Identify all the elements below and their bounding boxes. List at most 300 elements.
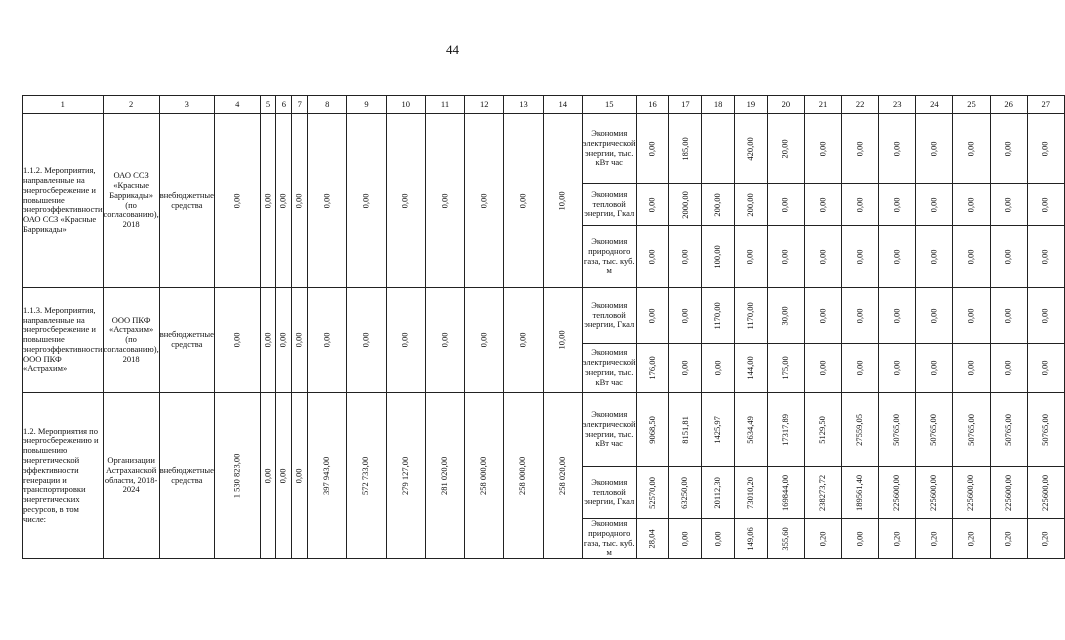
funding-source: внебюджетные средства bbox=[159, 288, 214, 393]
indicator-value-cell bbox=[804, 467, 841, 519]
indicator-value-cell bbox=[916, 467, 953, 519]
indicator-value-cell bbox=[636, 344, 669, 393]
indicator-value-cell bbox=[953, 226, 990, 288]
column-number: 3 bbox=[159, 96, 214, 114]
indicator-value-cell bbox=[702, 393, 735, 467]
indicator-value-cell bbox=[669, 226, 702, 288]
executor: ООО ПКФ «Астрахим» (по согласованию), 2018 bbox=[103, 288, 159, 393]
indicator-value: 0,00 bbox=[712, 360, 723, 376]
data-table bbox=[22, 95, 1065, 559]
indicator-name: Экономия природного газа, тыс. куб. м bbox=[583, 518, 635, 558]
finance-value: 10,00 bbox=[556, 330, 567, 350]
indicator-value: 0,00 bbox=[1039, 141, 1050, 156]
table-row bbox=[23, 288, 1065, 344]
indicator-value: 8151,81 bbox=[679, 415, 690, 444]
indicator-value: 0,00 bbox=[854, 531, 865, 546]
indicator-value: 0,00 bbox=[1039, 197, 1050, 212]
finance-value: 258 000,00 bbox=[517, 456, 528, 495]
indicator-value-cell bbox=[669, 184, 702, 226]
finance-cell bbox=[425, 393, 464, 559]
indicator-value-cell bbox=[636, 288, 669, 344]
indicator-name: Экономия тепловой энергии, Гкал bbox=[582, 184, 636, 226]
indicator-value: 185,00 bbox=[679, 136, 690, 161]
indicator-value: 0,00 bbox=[854, 308, 865, 323]
indicator-value-cell bbox=[842, 393, 879, 467]
finance-value: 0,00 bbox=[478, 332, 489, 348]
finance-cell bbox=[465, 288, 504, 393]
indicator-value: 1425,97 bbox=[712, 415, 723, 444]
indicator-value-cell bbox=[1027, 114, 1064, 184]
indicator-value: 0,20 bbox=[965, 531, 976, 546]
indicator-value: 0,00 bbox=[965, 197, 976, 212]
indicator-value: 149,06 bbox=[744, 526, 755, 551]
indicator-value-cell bbox=[842, 467, 879, 519]
indicator-value-cell bbox=[702, 467, 735, 519]
indicator-value-cell bbox=[953, 288, 990, 344]
column-number: 19 bbox=[734, 96, 767, 114]
indicator-value-cell bbox=[734, 184, 767, 226]
indicator-value: 0,00 bbox=[891, 308, 902, 323]
measure-name: 1.2. Мероприятия по энергосбережению и повышению энергетической эффективности генерации и транспортировки энергетических ресурсов, в том числе: bbox=[23, 393, 104, 559]
indicator-value-cell bbox=[990, 184, 1027, 226]
column-number: 12 bbox=[465, 96, 504, 114]
indicator-value-cell bbox=[636, 393, 669, 467]
indicator-value: 20112,30 bbox=[712, 476, 723, 509]
column-number: 7 bbox=[292, 96, 308, 114]
indicator-value: 50765,00 bbox=[1002, 413, 1013, 446]
indicator-value: 0,00 bbox=[928, 197, 939, 212]
indicator-value-cell bbox=[916, 344, 953, 393]
indicator-value: 0,00 bbox=[1002, 197, 1013, 212]
indicator-value-cell bbox=[804, 344, 841, 393]
indicator-value-cell bbox=[734, 226, 767, 288]
indicator-value-cell bbox=[953, 114, 990, 184]
indicator-name: Экономия тепловой энергии, Гкал bbox=[582, 288, 636, 344]
indicator-name: Экономия электрической энергии, тыс. кВт час bbox=[582, 114, 636, 184]
indicator-value: 0,00 bbox=[712, 531, 723, 546]
column-number: 1 bbox=[23, 96, 104, 114]
indicator-value: 28,04 bbox=[646, 528, 657, 549]
indicator-value: 0,00 bbox=[646, 197, 657, 212]
indicator-value-cell bbox=[636, 467, 669, 519]
indicator-value-cell bbox=[669, 288, 702, 344]
indicator-value: 0,00 bbox=[1002, 249, 1013, 264]
indicator-value-cell bbox=[734, 288, 767, 344]
indicator-value-cell bbox=[767, 288, 804, 344]
measure-name: 1.1.2. Мероприятия, направленные на энергосбережение и повышение энергоэффективности ОАО ССЗ «Красные Баррикады» bbox=[23, 114, 104, 288]
column-number: 18 bbox=[702, 96, 735, 114]
indicator-value-cell bbox=[702, 288, 735, 344]
finance-value: 0,00 bbox=[321, 332, 332, 348]
finance-value: 279 127,00 bbox=[399, 456, 410, 495]
indicator-value-cell bbox=[669, 519, 702, 559]
indicator-value: 0,00 bbox=[646, 141, 657, 156]
indicator-value: 0,00 bbox=[1002, 360, 1013, 376]
indicator-value-cell bbox=[953, 344, 990, 393]
indicator-value: 0,00 bbox=[891, 141, 902, 156]
indicator-value-cell bbox=[669, 393, 702, 467]
indicator-value-cell bbox=[916, 226, 953, 288]
indicator-value-cell bbox=[879, 519, 916, 559]
finance-cell bbox=[347, 288, 386, 393]
indicator-value: 17317,89 bbox=[779, 413, 790, 446]
finance-cell bbox=[425, 114, 464, 288]
indicator-value-cell bbox=[804, 226, 841, 288]
indicator-value: 0,00 bbox=[965, 141, 976, 156]
indicator-name: Экономия электрической энергии, тыс. кВт час bbox=[582, 344, 636, 393]
finance-value: 0,00 bbox=[262, 193, 273, 208]
finance-cell bbox=[292, 393, 308, 559]
indicator-value-cell bbox=[734, 467, 767, 519]
indicator-value: 50765,00 bbox=[965, 413, 976, 446]
column-number: 25 bbox=[953, 96, 990, 114]
funding-source: внебюджетные средства bbox=[159, 393, 214, 559]
finance-value: 0,00 bbox=[478, 193, 489, 208]
indicator-value: 73010,20 bbox=[744, 476, 755, 509]
indicator-value: 0,00 bbox=[854, 141, 865, 156]
indicator-value: 0,00 bbox=[965, 308, 976, 323]
indicator-value-cell bbox=[636, 226, 669, 288]
indicator-value: 225600,00 bbox=[1002, 474, 1013, 511]
finance-value: 10,00 bbox=[556, 190, 567, 211]
indicator-value: 0,00 bbox=[679, 531, 690, 546]
indicator-value-cell bbox=[636, 519, 669, 559]
column-number: 27 bbox=[1027, 96, 1064, 114]
finance-value: 397 943,00 bbox=[321, 456, 332, 495]
finance-cell bbox=[214, 288, 260, 393]
indicator-value: 0,00 bbox=[817, 141, 828, 156]
finance-cell bbox=[276, 288, 292, 393]
indicator-value: 144,00 bbox=[744, 356, 755, 380]
indicator-value: 50765,00 bbox=[928, 413, 939, 446]
column-number: 16 bbox=[636, 96, 669, 114]
indicator-value-cell bbox=[702, 226, 735, 288]
indicator-value-cell bbox=[636, 114, 669, 184]
column-number: 5 bbox=[260, 96, 276, 114]
indicator-value-cell bbox=[669, 467, 702, 519]
indicator-value: 0,00 bbox=[817, 249, 828, 264]
page-number: 44 bbox=[446, 42, 459, 57]
finance-cell bbox=[292, 114, 308, 288]
indicator-value-cell bbox=[1027, 393, 1064, 467]
indicator-value-cell bbox=[636, 184, 669, 226]
indicator-value-cell bbox=[879, 184, 916, 226]
indicator-value: 0,00 bbox=[928, 308, 939, 323]
indicator-value-cell bbox=[916, 393, 953, 467]
indicator-value: 0,00 bbox=[891, 197, 902, 212]
indicator-value-cell bbox=[990, 467, 1027, 519]
indicator-value: 175,00 bbox=[779, 356, 790, 380]
column-number: 17 bbox=[669, 96, 702, 114]
finance-value: 0,00 bbox=[277, 468, 288, 483]
indicator-value: 1170,00 bbox=[712, 301, 723, 330]
indicator-value-cell bbox=[669, 114, 702, 184]
indicator-value-cell bbox=[804, 288, 841, 344]
indicator-value: 238273,72 bbox=[817, 474, 828, 511]
finance-value: 0,00 bbox=[293, 468, 304, 483]
finance-value: 0,00 bbox=[517, 332, 528, 348]
indicator-value-cell bbox=[804, 114, 841, 184]
finance-cell bbox=[214, 393, 260, 559]
indicator-value-cell bbox=[879, 288, 916, 344]
finance-value: 1 530 823,00 bbox=[231, 453, 242, 498]
finance-cell bbox=[465, 393, 504, 559]
indicator-value: 0,20 bbox=[817, 531, 828, 546]
column-number: 14 bbox=[543, 96, 582, 114]
indicator-value: 189561,40 bbox=[854, 474, 865, 511]
indicator-value-cell bbox=[879, 344, 916, 393]
finance-cell bbox=[543, 393, 582, 559]
indicator-value: 0,00 bbox=[891, 249, 902, 264]
indicator-value: 100,00 bbox=[712, 244, 723, 269]
column-number: 2 bbox=[103, 96, 159, 114]
indicator-value: 50765,00 bbox=[1039, 413, 1050, 446]
indicator-value: 9068,50 bbox=[646, 415, 657, 444]
indicator-value: 225600,00 bbox=[891, 474, 902, 511]
finance-cell bbox=[386, 114, 425, 288]
indicator-value: 50765,00 bbox=[891, 413, 902, 446]
finance-cell bbox=[347, 393, 386, 559]
indicator-value-cell bbox=[1027, 344, 1064, 393]
indicator-value-cell bbox=[734, 519, 767, 559]
finance-value: 0,00 bbox=[293, 193, 304, 208]
indicator-value: 0,00 bbox=[891, 360, 902, 376]
indicator-value-cell bbox=[916, 519, 953, 559]
indicator-value-cell bbox=[916, 184, 953, 226]
indicator-value-cell bbox=[767, 184, 804, 226]
indicator-value: 0,00 bbox=[817, 197, 828, 212]
indicator-value: 0,00 bbox=[779, 249, 790, 264]
indicator-value-cell bbox=[879, 393, 916, 467]
indicator-value: 0,00 bbox=[1002, 308, 1013, 323]
indicator-value-cell bbox=[1027, 467, 1064, 519]
finance-value: 0,00 bbox=[439, 193, 450, 208]
funding-source: внебюджетные средства bbox=[159, 114, 214, 288]
indicator-value-cell bbox=[1027, 519, 1064, 559]
column-number: 11 bbox=[425, 96, 464, 114]
indicator-value: 0,00 bbox=[928, 249, 939, 264]
finance-cell bbox=[308, 393, 347, 559]
indicator-value-cell bbox=[767, 344, 804, 393]
indicator-value: 0,20 bbox=[928, 531, 939, 546]
indicator-value-cell bbox=[842, 184, 879, 226]
indicator-value-cell bbox=[1027, 226, 1064, 288]
indicator-value-cell bbox=[842, 519, 879, 559]
finance-value: 0,00 bbox=[293, 332, 304, 348]
finance-value: 0,00 bbox=[321, 193, 332, 208]
indicator-value: 0,00 bbox=[928, 360, 939, 376]
indicator-value: 0,00 bbox=[928, 141, 939, 156]
column-number: 8 bbox=[308, 96, 347, 114]
indicator-value: 0,00 bbox=[1039, 308, 1050, 323]
finance-cell bbox=[504, 393, 543, 559]
indicator-value: 225600,00 bbox=[928, 474, 939, 511]
indicator-value: 176,00 bbox=[646, 356, 657, 380]
indicator-value: 0,00 bbox=[679, 360, 690, 376]
indicator-value-cell bbox=[767, 393, 804, 467]
indicator-value-cell bbox=[767, 467, 804, 519]
column-number: 13 bbox=[504, 96, 543, 114]
indicator-value: 0,20 bbox=[1039, 531, 1050, 546]
indicator-value-cell bbox=[804, 393, 841, 467]
indicator-value-cell bbox=[990, 344, 1027, 393]
indicator-value: 5129,50 bbox=[817, 415, 828, 444]
header-row bbox=[23, 96, 1065, 114]
indicator-value: 0,00 bbox=[646, 249, 657, 264]
finance-cell bbox=[425, 288, 464, 393]
finance-cell bbox=[465, 114, 504, 288]
indicator-name: Экономия тепловой энергии, Гкал bbox=[582, 467, 636, 519]
column-number: 24 bbox=[916, 96, 953, 114]
indicator-value: 52570,00 bbox=[646, 476, 657, 509]
finance-value: 0,00 bbox=[277, 193, 288, 208]
finance-cell bbox=[386, 288, 425, 393]
indicator-value-cell bbox=[879, 114, 916, 184]
indicator-value: 0,00 bbox=[744, 249, 755, 264]
indicator-value: 0,00 bbox=[1039, 360, 1050, 376]
indicator-value-cell bbox=[767, 226, 804, 288]
finance-value: 0,00 bbox=[231, 332, 242, 348]
finance-cell bbox=[386, 393, 425, 559]
finance-value: 281 020,00 bbox=[439, 456, 450, 495]
indicator-value-cell bbox=[953, 184, 990, 226]
column-number: 22 bbox=[842, 96, 879, 114]
finance-value: 258 000,00 bbox=[478, 456, 489, 495]
finance-cell bbox=[308, 288, 347, 393]
indicator-value-cell bbox=[842, 344, 879, 393]
indicator-value: 200,00 bbox=[744, 192, 755, 217]
finance-cell bbox=[504, 114, 543, 288]
column-number: 10 bbox=[386, 96, 425, 114]
executor: ОАО ССЗ «Красные Баррикады» (по согласованию), 2018 bbox=[103, 114, 159, 288]
finance-cell bbox=[543, 114, 582, 288]
column-number: 20 bbox=[767, 96, 804, 114]
indicator-value-cell bbox=[916, 114, 953, 184]
indicator-value: 0,00 bbox=[854, 249, 865, 264]
indicator-value: 0,00 bbox=[854, 197, 865, 212]
column-number: 9 bbox=[347, 96, 386, 114]
indicator-value: 63250,00 bbox=[679, 476, 690, 509]
indicator-value: 225600,00 bbox=[1039, 474, 1050, 511]
indicator-value: 355,60 bbox=[779, 526, 790, 551]
indicator-value: 0,00 bbox=[679, 249, 690, 264]
finance-value: 0,00 bbox=[399, 332, 410, 348]
indicator-value: 30,00 bbox=[779, 305, 790, 326]
indicator-value-cell bbox=[990, 519, 1027, 559]
indicator-value-cell bbox=[669, 344, 702, 393]
indicator-value: 420,00 bbox=[744, 136, 755, 161]
table-row bbox=[23, 393, 1065, 467]
indicator-name: Экономия электрической энергии, тыс. кВт час bbox=[582, 393, 636, 467]
finance-value: 0,00 bbox=[439, 332, 450, 348]
indicator-value-cell bbox=[734, 344, 767, 393]
finance-cell bbox=[504, 288, 543, 393]
indicator-value: 0,00 bbox=[1039, 249, 1050, 264]
column-number: 23 bbox=[879, 96, 916, 114]
indicator-value: 0,20 bbox=[891, 531, 902, 546]
indicator-value-cell bbox=[734, 114, 767, 184]
measure-name: 1.1.3. Мероприятия, направленные на энергосбережение и повышение энергоэффективности ООО ПКФ «Астрахим» bbox=[23, 288, 104, 393]
indicator-value-cell bbox=[767, 519, 804, 559]
finance-cell bbox=[347, 114, 386, 288]
indicator-value-cell bbox=[842, 226, 879, 288]
finance-cell bbox=[214, 114, 260, 288]
finance-cell bbox=[260, 114, 276, 288]
finance-cell bbox=[543, 288, 582, 393]
indicator-value-cell bbox=[804, 184, 841, 226]
finance-value: 0,00 bbox=[262, 468, 273, 483]
indicator-value: 20,00 bbox=[779, 138, 790, 159]
finance-value: 0,00 bbox=[360, 332, 371, 348]
finance-value: 0,00 bbox=[262, 332, 273, 348]
column-number: 4 bbox=[214, 96, 260, 114]
column-number: 15 bbox=[582, 96, 636, 114]
indicator-value-cell bbox=[953, 519, 990, 559]
indicator-value-cell bbox=[953, 467, 990, 519]
indicator-value-cell bbox=[990, 393, 1027, 467]
finance-cell bbox=[260, 288, 276, 393]
indicator-value-cell bbox=[702, 519, 735, 559]
indicator-name: Экономия природного газа, тыс. куб. м bbox=[582, 226, 636, 288]
indicator-value-cell bbox=[990, 226, 1027, 288]
indicator-value-cell bbox=[702, 344, 735, 393]
indicator-value: 0,00 bbox=[1002, 141, 1013, 156]
indicator-value-cell bbox=[842, 288, 879, 344]
finance-value: 0,00 bbox=[360, 193, 371, 208]
finance-cell bbox=[308, 114, 347, 288]
indicator-value-cell bbox=[767, 114, 804, 184]
finance-value: 572 733,00 bbox=[360, 456, 371, 495]
indicator-value: 0,00 bbox=[817, 360, 828, 376]
indicator-value: 27559,05 bbox=[854, 413, 865, 446]
indicator-value: 0,00 bbox=[854, 360, 865, 376]
column-number: 6 bbox=[276, 96, 292, 114]
indicator-value-cell bbox=[879, 226, 916, 288]
indicator-value: 0,00 bbox=[646, 308, 657, 323]
finance-cell bbox=[276, 393, 292, 559]
finance-cell bbox=[260, 393, 276, 559]
indicator-value-cell bbox=[1027, 184, 1064, 226]
indicator-value: 5634,49 bbox=[744, 415, 755, 444]
indicator-value-cell bbox=[804, 519, 841, 559]
finance-value: 0,00 bbox=[231, 193, 242, 208]
column-number: 21 bbox=[804, 96, 841, 114]
table-row bbox=[23, 114, 1065, 184]
indicator-value: 169844,00 bbox=[779, 474, 790, 511]
indicator-value-cell bbox=[842, 114, 879, 184]
indicator-value: 225600,00 bbox=[965, 474, 976, 511]
indicator-value: 0,00 bbox=[965, 360, 976, 376]
executor: Организации Астраханской области, 2018-2024 bbox=[103, 393, 159, 559]
indicator-value: 1170,00 bbox=[744, 301, 755, 330]
indicator-value-cell bbox=[990, 288, 1027, 344]
indicator-value: 0,00 bbox=[679, 308, 690, 323]
indicator-value-cell bbox=[1027, 288, 1064, 344]
indicator-value: 0,00 bbox=[779, 197, 790, 212]
indicator-value: 200,00 bbox=[712, 192, 723, 217]
indicator-value-cell bbox=[702, 114, 735, 184]
finance-value: 0,00 bbox=[399, 193, 410, 208]
indicator-value-cell bbox=[734, 393, 767, 467]
indicator-value: 0,00 bbox=[817, 308, 828, 323]
finance-value: 0,00 bbox=[277, 332, 288, 348]
finance-value: 258 020,00 bbox=[556, 456, 567, 495]
finance-cell bbox=[292, 288, 308, 393]
indicator-value: 2000,00 bbox=[679, 190, 690, 219]
indicator-value-cell bbox=[990, 114, 1027, 184]
indicator-value: 0,00 bbox=[965, 249, 976, 264]
indicator-value: 0,20 bbox=[1002, 531, 1013, 546]
